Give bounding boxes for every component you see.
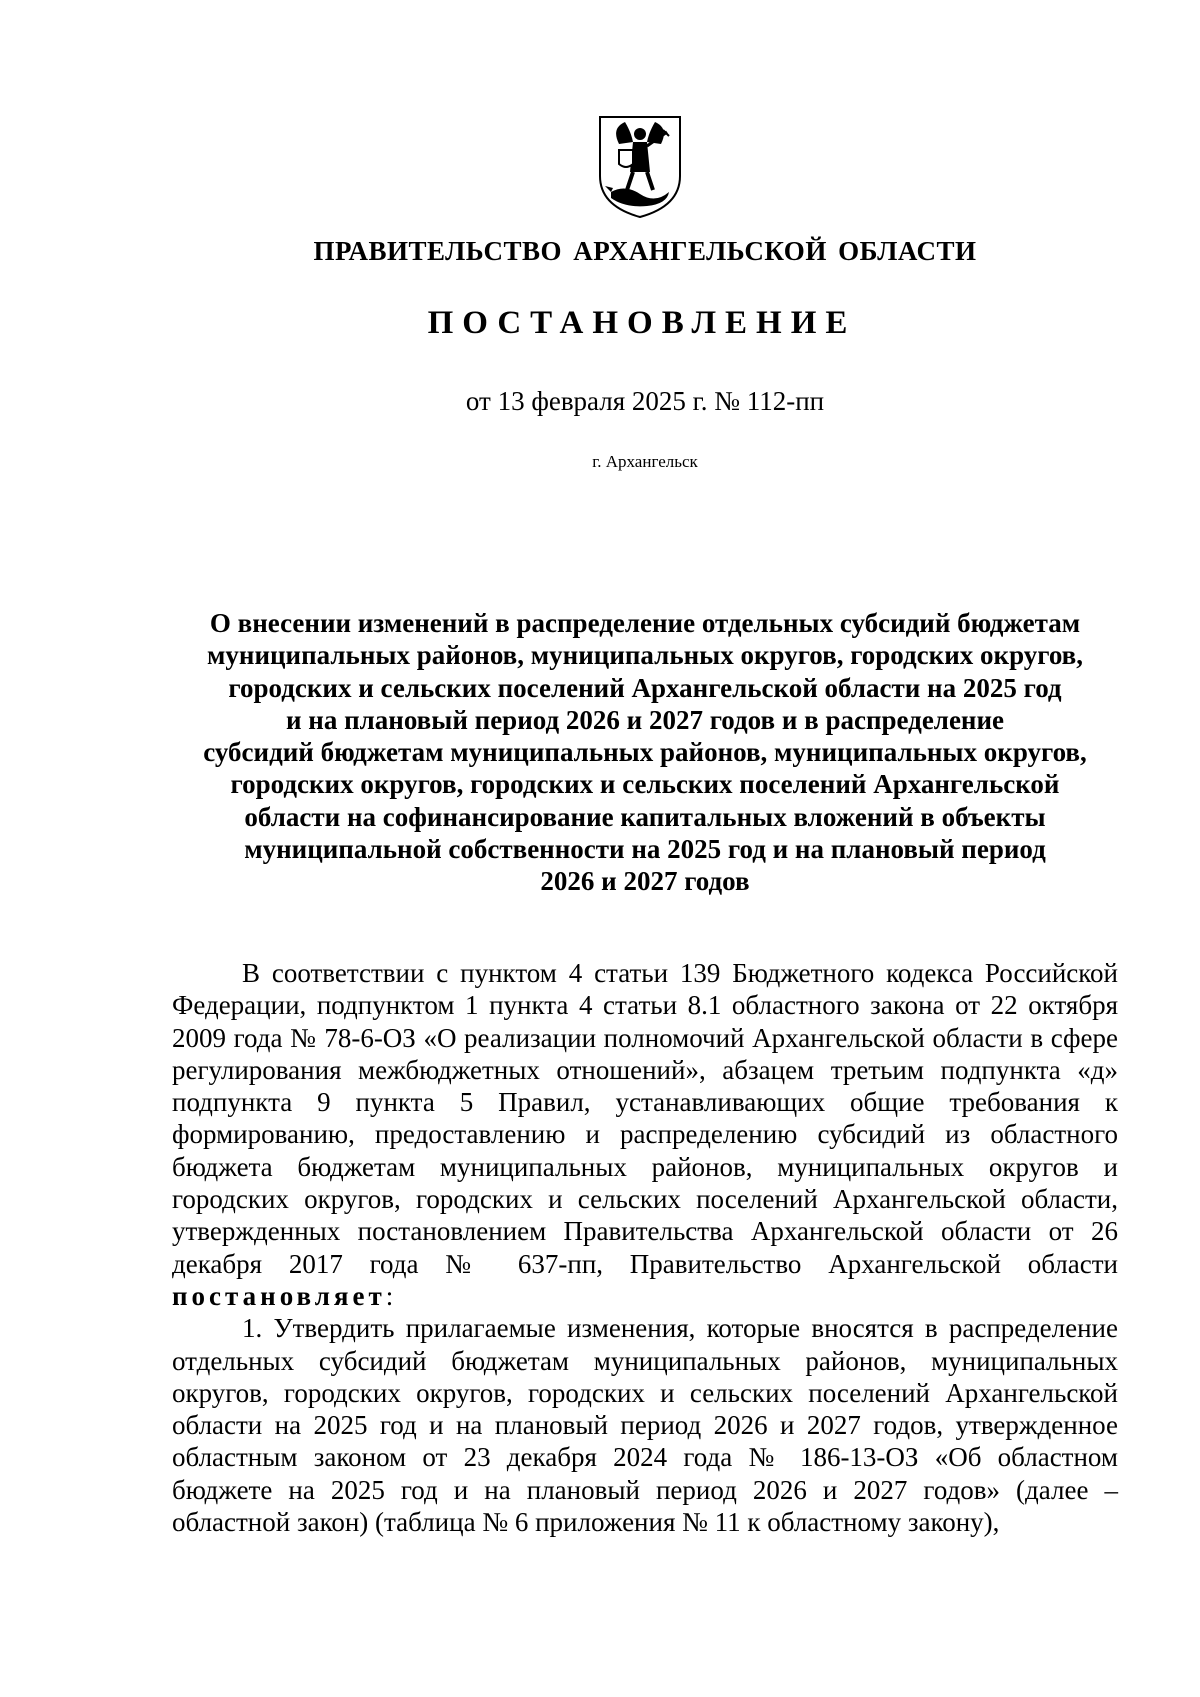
subject-line: городских и сельских поселений Архангельской области на 2025 год [228,672,1062,703]
subject-line: субсидий бюджетам муниципальных районов, муниципальных округов, [203,737,1087,768]
subject-line: 2026 и 2027 годов [540,866,750,897]
subject-line: и на плановый период 2026 и 2027 годов и в распределение [285,704,1005,735]
document-city: г. Архангельск [592,452,698,471]
document-subject [160,607,1130,898]
preamble-paragraph [172,957,1118,1312]
document-type-heading: ПОСТАНОВЛЕНИЕ [427,305,857,341]
subject-line: области на софинансирование капитальных вложений в объекты [244,801,1046,832]
coat-of-arms-emblem [597,114,683,220]
subject-line: муниципальных районов, муниципальных округов, городских округов, [207,640,1083,671]
decree-punctuation: : [385,1280,394,1311]
subject-line: О внесении изменений в распределение отдельных субсидий бюджетам [209,608,1081,638]
subject-line: муниципальной собственности на 2025 год и на плановый период [244,834,1046,865]
decree-word: постановляет [172,1280,386,1311]
item-1-paragraph: 1. Утвердить прилагаемые изменения, которые вносятся в распределение отдельных субсидий бюджетам муниципальных районов, муниципальных округов, городских округов, городских и сельских поселений Архангельской области на 2025 год и на плановый период 2026 и 2027 годов, утвержденное областным законом от 23 декабря 2024 года № 186-13-ОЗ «Об областном бюджете на 2025 год и на плановый период 2026 и 2027 годов» (далее – областной закон) (таблица № 6 приложения № 11 к областному закону), [172,1313,1118,1538]
subject-line: городских округов, городских и сельских поселений Архангельской [230,769,1060,800]
document-body [172,957,1118,1538]
document-date-number: от 13 февраля 2025 г. № 112-пп [465,386,825,416]
preamble-text: В соответствии с пунктом 4 статьи 139 Бюджетного кодекса Российской Федерации, подпунктом 1 пункта 4 статьи 8.1 областного закона от 22 октября 2009 года № 78-6-ОЗ «О реализации полномочий Архангельской области в сфере регулирования межбюджетных отношений», абзацем третьим подпункта «д» подпункта 9 пункта 5 Правил, устанавливающих общие требования к формированию, предоставлению и распределению субсидий из областного бюджета бюджетам муниципальных районов, муниципальных округов и городских округов, городских и сельских поселений Архангельской области, утвержденных постановлением Правительства Архангельской области от 26 декабря 2017 года № 637-пп, Правительство Архангельской области [172,958,1118,1279]
organization-title: ПРАВИТЕЛЬСТВО АРХАНГЕЛЬСКОЙ ОБЛАСТИ [313,236,977,266]
